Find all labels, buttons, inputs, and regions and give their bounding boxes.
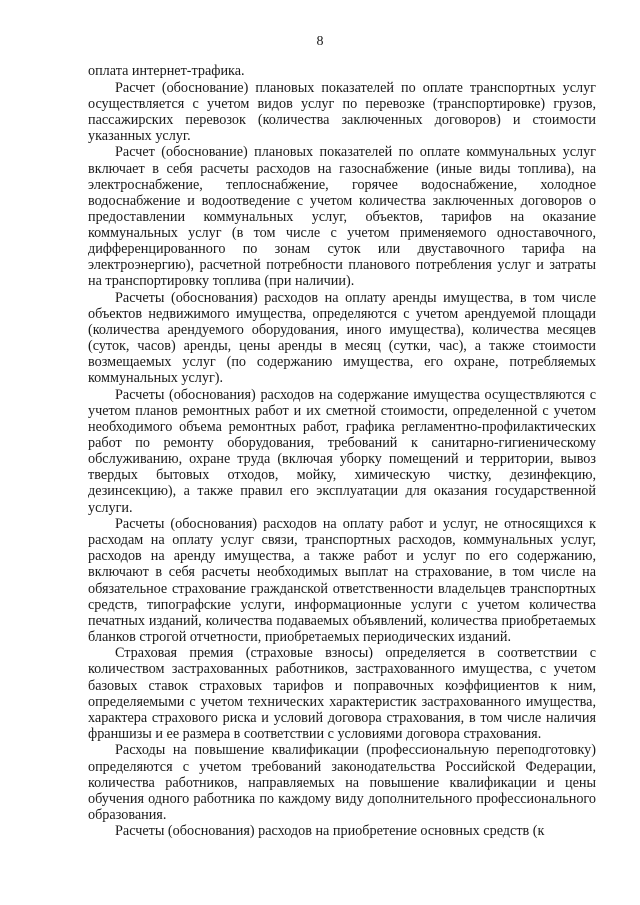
paragraph: Расходы на повышение квалификации (профессиональную переподготовку) определяются с учетом требований законодательства Российской Федерации, количества работников, направляемых на повышение квалификации и цены обучения одного работника по каждому виду дополнительного профессионального образования. (88, 742, 596, 823)
paragraph: Расчеты (обоснования) расходов на содержание имущества осуществляются с учетом планов ремонтных работ и их сметной стоимости, определенной с учетом необходимого объема ремонтных работ, графика регламентно-профилактических работ по ремонту оборудования, требований к санитарно-гигиеническому обслуживанию, охране труда (включая уборку помещений и территории, вывоз твердых бытовых отходов, мойку, химическую чистку, дезинфекцию, дезинсекцию), а также правил его эксплуатации для оказания государственной услуги. (88, 386, 596, 516)
paragraph: Страховая премия (страховые взносы) определяется в соответствии с количеством застрахованных работников, застрахованного имущества, с учетом базовых ставок страховых тарифов и поправочных коэффициентов к ним, определяемыми с учетом технических характеристик застрахованного имущества, характера страхового риска и условий договора страхования, в том числе наличия франшизы и ее размера в соответствии с условиями договора страхования. (88, 645, 596, 742)
paragraph: Расчет (обоснование) плановых показателей по оплате транспортных услуг осуществляется с учетом видов услуг по перевозке (транспортировке) грузов, пассажирских перевозок (количества заключенных договоров) и стоимости указанных услуг. (88, 79, 596, 144)
paragraph: оплата интернет-трафика. (88, 63, 245, 79)
document-body (88, 63, 596, 840)
paragraph: Расчет (обоснование) плановых показателей по оплате коммунальных услуг включает в себя расчеты расходов на газоснабжение (иные виды топлива), на электроснабжение, теплоснабжение, горячее водоснабжение, холодное водоснабжение и водоотведение с учетом количества заключенных договоров о предоставлении коммунальных услуг, объектов, тарифов на оказание коммунальных услуг (в том числе с учетом применяемого одноставочного, дифференцированного по зонам суток или двуставочного тарифа на электроэнергию), расчетной потребности планового потребления услуг и затраты на транспортировку топлива (при наличии). (88, 144, 596, 290)
paragraph: Расчеты (обоснования) расходов на оплату работ и услуг, не относящихся к расходам на оплату услуг связи, транспортных расходов, коммунальных услуг, расходов на аренду имущества, а также работ и услуг по его содержанию, включают в себя расчеты необходимых выплат на страхование, в том числе на обязательное страхование гражданской ответственности владельцев транспортных средств, типографские услуги, информационные услуги с учетом количества печатных изданий, количества подаваемых объявлений, количества приобретаемых бланков строгой отчетности, приобретаемых периодических изданий. (88, 516, 596, 645)
paragraph: Расчеты (обоснования) расходов на оплату аренды имущества, в том числе объектов недвижимого имущества, определяются с учетом арендуемой площади (количества арендуемого оборудования, иного имущества), количества месяцев (суток, часов) аренды, цены аренды в месяц (сутки, час), а также стоимости возмещаемых услуг (по содержанию имущества, его охране, потребляемых коммунальных услуг). (88, 289, 596, 387)
page-number: 8 (316, 34, 324, 49)
paragraph: Расчеты (обоснования) расходов на приобретение основных средств (к (115, 823, 545, 840)
